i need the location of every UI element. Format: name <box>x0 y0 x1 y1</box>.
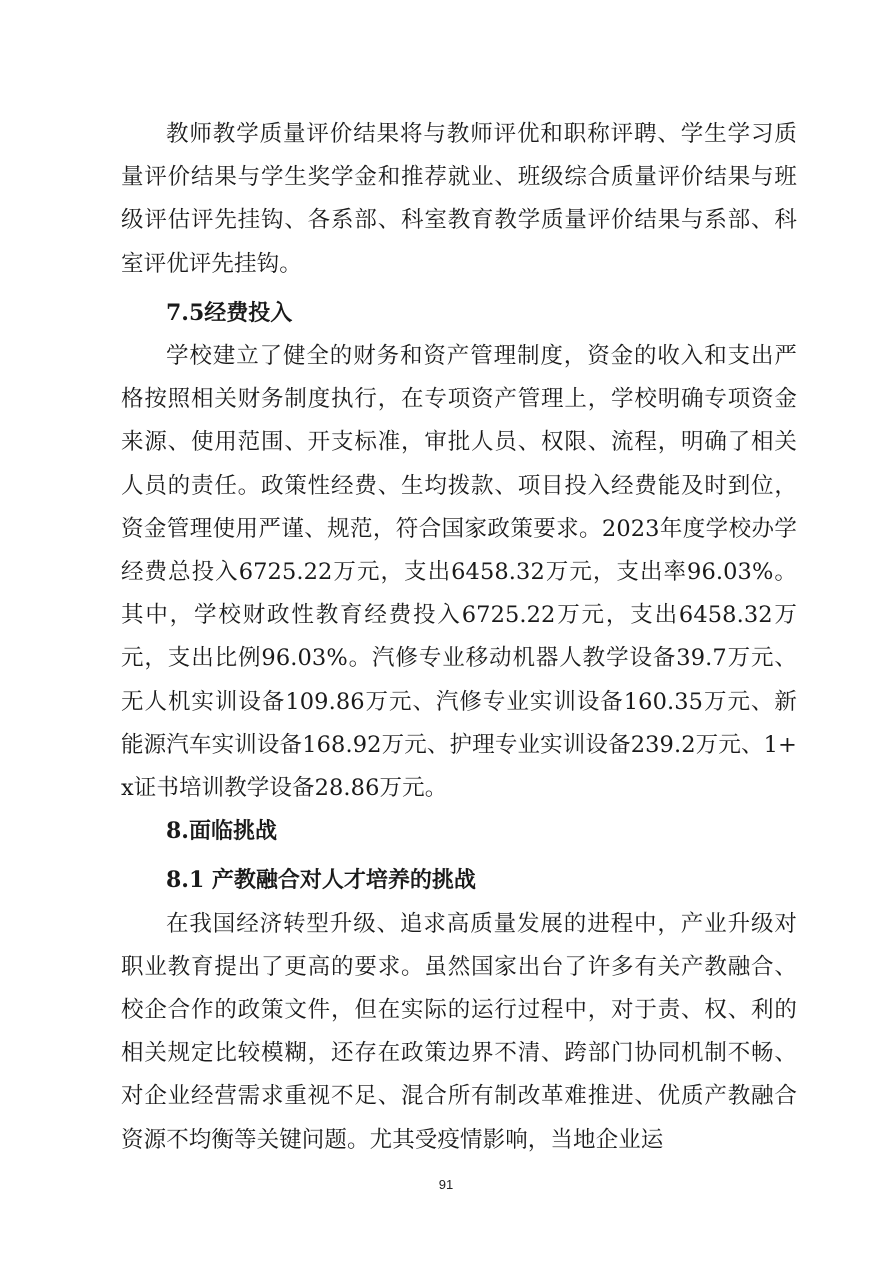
heading-challenges: 8.面临挑战 <box>166 818 277 845</box>
paragraph-evaluation-link: 教师教学质量评价结果将与教师评优和职称评聘、学生学习质量评价结果与学生奖学金和推荐就业、班级综合质量评价结果与班级评估评先挂钩、各系部、科室教育教学质量评价结果与系部、科室评优评先挂钩。 <box>121 121 797 277</box>
paragraph-funding: 学校建立了健全的财务和资产管理制度，资金的收入和支出严格按照相关财务制度执行，在专项资产管理上，学校明确专项资金来源、使用范围、开支标准，审批人员、权限、流程，明确了相关人员的责任。政策性经费、生均拨款、项目投入经费能及时到位，资金管理使用严谨、规范，符合国家政策要求。2023年度学校办学经费总投入6725.22万元，支出6458.32万元，支出率96.03%。其中，学校财政性教育经费投入6725.22万元，支出6458.32万元，支出比例96.03%。汽修专业移动机器人教学设备39.7万元、无人机实训设备109.86万元、汽修专业实训设备160.35万元、新能源汽车实训设备168.92万元、护理专业实训设备239.2万元、1+x证书培训教学设备28.86万元。 <box>121 343 797 802</box>
heading-funding: 7.5经费投入 <box>166 299 293 326</box>
page-number: 91 <box>438 1177 454 1192</box>
page-body <box>121 113 797 1162</box>
heading-integration-challenge: 8.1 产教融合对人才培养的挑战 <box>166 867 476 894</box>
paragraph-integration: 在我国经济转型升级、追求高质量发展的进程中，产业升级对职业教育提出了更高的要求。虽然国家出台了许多有关产教融合、校企合作的政策文件，但在实际的运行过程中，对于责、权、利的相关规定比较模糊，还存在政策边界不清、跨部门协同机制不畅、对企业经营需求重视不足、混合所有制改革难推进、优质产教融合资源不均衡等关键问题。尤其受疫情影响，当地企业运 <box>121 910 797 1153</box>
